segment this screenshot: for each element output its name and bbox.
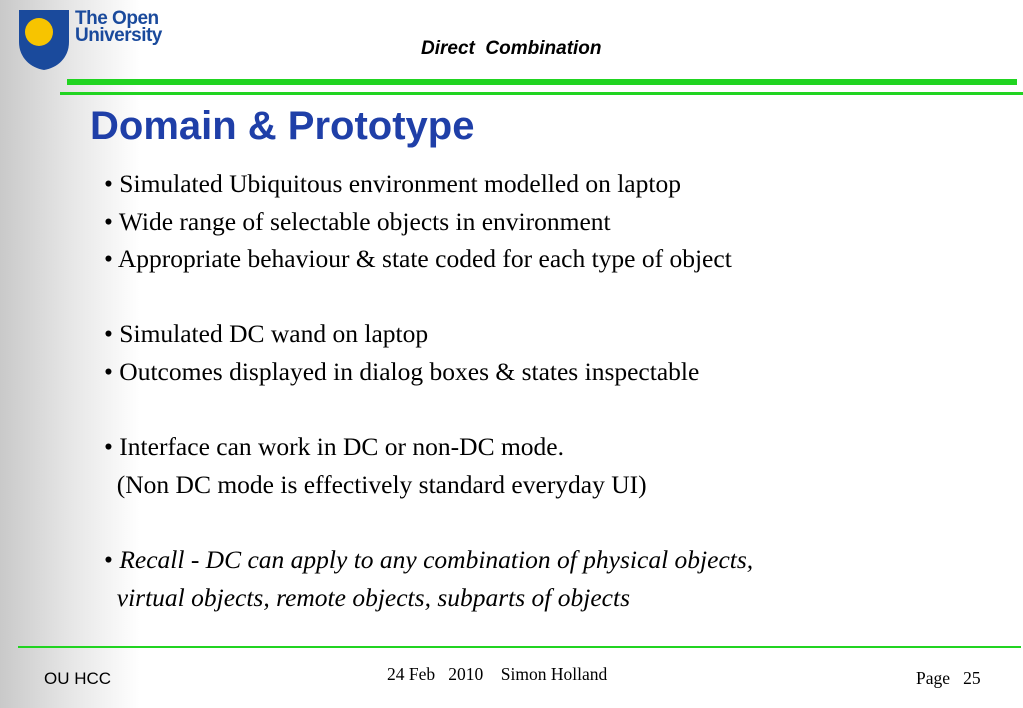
slide-title: Domain & Prototype — [90, 104, 475, 148]
bullet-continuation: (Non DC mode is effectively standard everyday UI) — [104, 469, 647, 499]
bullet-item: • Outcomes displayed in dialog boxes & states inspectable — [104, 356, 700, 386]
bullet-item: • Wide range of selectable objects in environment — [104, 206, 611, 236]
logo-line-1: The Open — [75, 8, 159, 29]
footer-rule — [18, 646, 1021, 648]
logo-wordmark — [75, 10, 162, 44]
page-number: Page 25 — [916, 668, 981, 688]
bullet-item: • Simulated DC wand on laptop — [104, 319, 429, 349]
bullet-item: • Simulated Ubiquitous environment modelled on laptop — [104, 169, 681, 198]
bullet-item: • Appropriate behaviour & state coded for each type of object — [104, 244, 732, 274]
bullet-spacer — [104, 391, 1004, 429]
bullet-continuation-italic — [104, 579, 1004, 617]
ou-shield-logo-icon — [17, 8, 71, 72]
bullet-spacer — [104, 503, 1004, 541]
bullet-list — [104, 165, 1004, 616]
university-logo — [17, 8, 177, 74]
bullet-marker: • — [104, 544, 120, 574]
footer-date-author: 24 Feb 2010 Simon Holland — [387, 664, 608, 684]
header-rule-thin — [60, 92, 1023, 95]
bullet-item-italic — [104, 541, 1004, 579]
bullet-italic-text: Recall - DC can apply to any combination of physical objects, — [119, 544, 754, 574]
bullet-item: • Interface can work in DC or non-DC mode. — [104, 432, 564, 462]
logo-line-2: University — [75, 25, 162, 46]
bullet-italic-text: virtual objects, remote objects, subparts of objects — [104, 582, 630, 612]
bullet-spacer — [104, 278, 1004, 316]
footer-left: OU HCC — [44, 669, 112, 688]
header-rule-thick — [67, 79, 1017, 85]
header-title: Direct Combination — [421, 38, 602, 59]
